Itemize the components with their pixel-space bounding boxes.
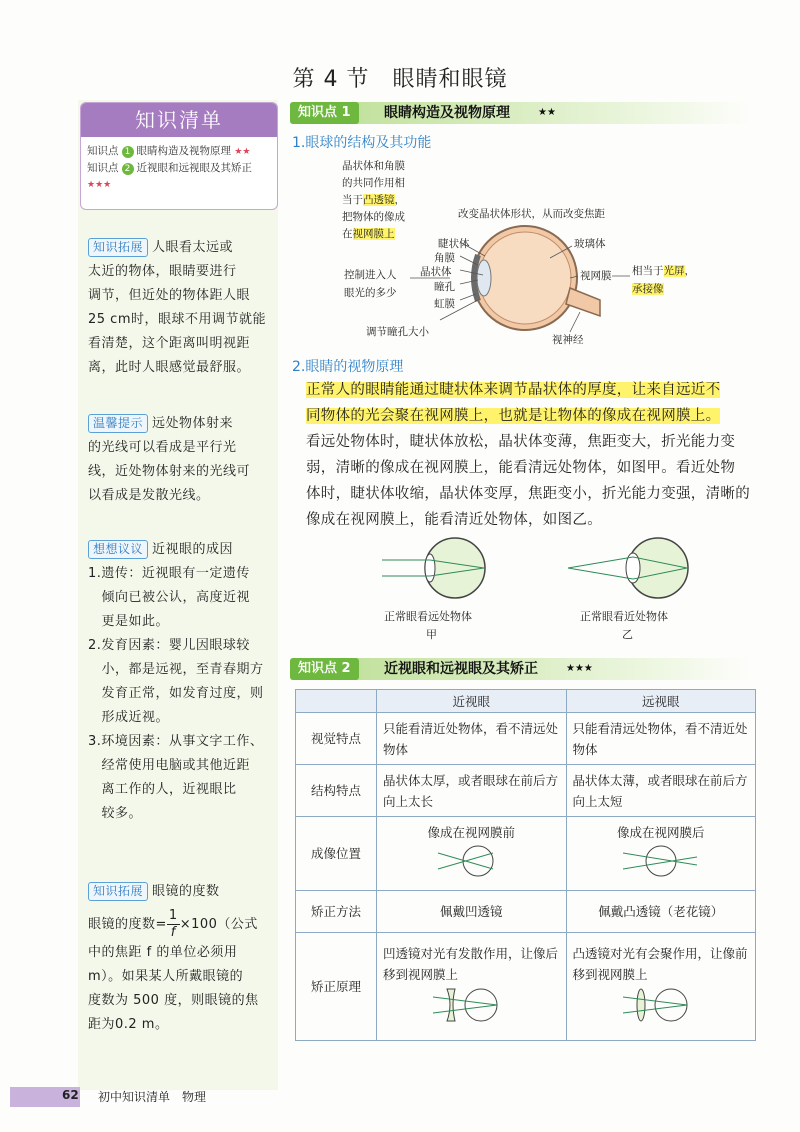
knowledge-point-2-label: 知识点 2 xyxy=(290,658,359,680)
number-badge-1: 1 xyxy=(122,146,134,158)
table-row xyxy=(296,817,756,891)
knowledge-point-2-title: 近视眼和远视眼及其矫正 xyxy=(384,661,538,677)
text-line: 中的焦距 f 的单位必须用 xyxy=(88,945,238,960)
label-adjust-pupil: 调节瞳孔大小 xyxy=(366,326,429,338)
text-line: 看清楚，这个距离叫明视距 xyxy=(88,336,251,351)
star-icon: ★★ xyxy=(538,107,556,118)
label-pupil: 瞳孔 xyxy=(434,281,455,293)
star-icon: ★★★ xyxy=(566,663,593,674)
text-line: 2.发育因素：婴儿因眼球较 xyxy=(88,638,250,653)
tip-box-vision-distance xyxy=(88,236,274,380)
text-line: 离，此时人眼感觉最舒服。 xyxy=(88,360,251,375)
text-line: 体时，睫状体收缩，晶状体变厚，焦距变小，折光能力变强，清晰的 xyxy=(306,486,750,502)
cell-text: 凸透镜对光有会聚作用，让像前移到视网膜上 xyxy=(572,945,748,982)
highlight-screen: 光屏 xyxy=(663,265,685,277)
label-iris: 虹膜 xyxy=(434,298,455,310)
text-line: 像成在视网膜上，能看清近处物体，如图乙。 xyxy=(306,512,602,528)
eye-near-object-diagram xyxy=(566,532,696,602)
text-span: ， xyxy=(684,265,695,277)
table-cell: 佩戴凸透镜（老花镜） xyxy=(566,891,756,933)
text-line: 25 cm时，眼球不用调节就能 xyxy=(88,312,266,327)
label-change-lens-shape: 改变晶状体形状，从而改变焦距 xyxy=(458,208,605,220)
text-line: 较多。 xyxy=(88,806,143,821)
label-cornea: 角膜 xyxy=(434,252,455,264)
text-line: 把物体的像成 xyxy=(342,211,405,223)
highlight-principle-line2: 同物体的光会聚在视网膜上，也就是让物体的像成在视网膜上。 xyxy=(306,408,721,424)
row-header: 矫正原理 xyxy=(296,933,377,1041)
label-retina: 视网膜 xyxy=(580,270,612,282)
highlight-convex-lens: 凸透镜 xyxy=(363,194,395,206)
knowledge-point-1-title: 眼睛构造及视物原理 xyxy=(384,105,510,121)
text-line: 小，都是远视，至青春期方 xyxy=(88,662,264,677)
knowledge-list-title: 知识清单 xyxy=(81,103,277,137)
eyeball-icon xyxy=(473,226,600,330)
table-cell: 只能看清近处物体，看不清远处物体 xyxy=(377,713,567,765)
eye-far-object-diagram xyxy=(380,532,500,602)
text-span: 当于 xyxy=(342,194,363,206)
table-row xyxy=(296,933,756,1041)
tag-warm-tip: 温馨提示 xyxy=(88,414,148,433)
text-line: 离工作的人，近视眼比 xyxy=(88,782,237,797)
text-span: 在 xyxy=(342,228,353,240)
text-line: 调节，但近处的物体距人眼 xyxy=(88,288,251,303)
text-span: 相当于 xyxy=(632,265,664,277)
text-line: 倾向已被公认，高度近视 xyxy=(88,590,251,605)
highlight-receive-image: 承接像 xyxy=(632,283,664,295)
text-line: 太近的物体，眼睛要进行 xyxy=(88,264,237,279)
label-optic-nerve: 视神经 xyxy=(552,334,584,346)
myopia-image-diagram xyxy=(436,843,506,879)
fig-b-caption: 正常眼看近处物体 xyxy=(580,610,668,623)
myopia-hyperopia-table xyxy=(295,689,756,1041)
text-line: 距为0.2 m。 xyxy=(88,1017,169,1032)
text-line: 发育正常，如发育过度，则 xyxy=(88,686,264,701)
col-header-myopia: 近视眼 xyxy=(377,690,567,713)
text-line: 人眼看太远或 xyxy=(152,240,234,255)
row-header: 结构特点 xyxy=(296,765,377,817)
highlight-principle-line1: 正常人的眼睛能通过睫状体来调节晶状体的厚度，让来自远近不 xyxy=(306,382,721,398)
knowledge-point-2-header xyxy=(290,658,750,680)
fraction xyxy=(167,908,180,941)
text-line: 的光线可以看成是平行光 xyxy=(88,440,237,455)
table-row xyxy=(296,891,756,933)
fig-b-label: 乙 xyxy=(622,628,633,641)
eye-structure-diagram xyxy=(300,220,640,350)
list-item-text: 近视眼和远视眼及其矫正 xyxy=(136,162,252,174)
table-row xyxy=(296,765,756,817)
cell-text: 像成在视网膜前 xyxy=(427,825,515,840)
label-lens: 晶状体 xyxy=(420,266,452,278)
text-line: 3.环境因素：从事文字工作、 xyxy=(88,734,264,749)
hyperopia-image-diagram xyxy=(621,843,701,879)
row-header: 矫正方法 xyxy=(296,891,377,933)
text-span: ， xyxy=(394,194,405,206)
star-icon: ★★ xyxy=(234,147,251,157)
text-line: 控制进入人 xyxy=(344,269,397,281)
page-title: 第 4 节 眼睛和眼镜 xyxy=(292,67,508,92)
row-header: 视觉特点 xyxy=(296,713,377,765)
row-header: 成像位置 xyxy=(296,817,377,891)
list-item-text: 眼睛构造及视物原理 xyxy=(136,145,231,157)
fraction-denominator: f xyxy=(170,925,176,940)
tip-box-lens-power xyxy=(88,880,274,1037)
subsection-vision-principle: 2.眼睛的视物原理 xyxy=(292,359,404,375)
col-header-hyperopia: 远视眼 xyxy=(566,690,756,713)
text-line: 眼光的多少 xyxy=(344,287,397,299)
cell-text: 凹透镜对光有发散作用，让像后移到视网膜上 xyxy=(383,945,559,982)
text-line: 度数为 500 度，则眼镜的焦 xyxy=(88,993,259,1008)
text-line: 形成近视。 xyxy=(88,710,170,725)
table-cell xyxy=(566,817,756,891)
concave-lens-correction-diagram xyxy=(431,985,511,1025)
table-cell: 佩戴凹透镜 xyxy=(377,891,567,933)
text-line: m）。如果某人所戴眼镜的 xyxy=(88,969,244,984)
lens-power-heading: 眼镜的度数 xyxy=(152,884,220,899)
table-header-row xyxy=(296,690,756,713)
table-cell: 只能看清远处物体，看不清近处物体 xyxy=(566,713,756,765)
book-title: 初中知识清单 物理 xyxy=(98,1090,207,1104)
formula-line xyxy=(88,908,274,941)
tag-think-discuss: 想想议议 xyxy=(88,540,148,559)
text-line: 1.遗传：近视眼有一定遗传 xyxy=(88,566,250,581)
fig-a-label: 甲 xyxy=(426,628,437,641)
table-row xyxy=(296,713,756,765)
label-retina-function xyxy=(632,262,695,298)
tip-box-light-rays xyxy=(88,412,274,508)
text-line: 经常使用电脑或其他近距 xyxy=(88,758,251,773)
fraction-numerator: 1 xyxy=(168,908,178,923)
list-item-prefix: 知识点 xyxy=(87,162,119,174)
knowledge-list-item-1[interactable] xyxy=(81,143,277,160)
subsection-eye-structure: 1.眼球的结构及其功能 xyxy=(292,135,432,151)
vision-principle-text xyxy=(306,377,756,533)
table-cell: 晶状体太厚，或者眼球在前后方向上太长 xyxy=(377,765,567,817)
tag-knowledge-expand: 知识拓展 xyxy=(88,238,148,257)
formula-suffix: ×100（公式 xyxy=(179,917,258,932)
number-badge-2: 2 xyxy=(122,163,134,175)
knowledge-list-item-2[interactable] xyxy=(81,160,277,193)
table-cell: 晶状体太薄，或者眼球在前后方向上太短 xyxy=(566,765,756,817)
text-line: 以看成是发散光线。 xyxy=(88,488,210,503)
knowledge-point-1-header xyxy=(290,102,750,124)
text-line: 看远处物体时，睫状体放松，晶状体变薄，焦距变大，折光能力变 xyxy=(306,434,736,450)
text-line: 晶状体和角膜 xyxy=(342,160,405,172)
page-number: 62 xyxy=(62,1088,79,1102)
fig-a-caption: 正常眼看远处物体 xyxy=(384,610,472,623)
cell-text: 像成在视网膜后 xyxy=(616,825,705,840)
tag-knowledge-expand: 知识拓展 xyxy=(88,882,148,901)
label-ciliary-body: 睫状体 xyxy=(438,238,470,250)
table-cell xyxy=(377,933,567,1041)
text-line: 线，近处物体射来的光线可 xyxy=(88,464,251,479)
text-line: 弱，清晰的像成在视网膜上，能看清远处物体，如图甲。看近处物 xyxy=(306,460,736,476)
text-line: 远处物体射来 xyxy=(152,416,234,431)
table-cell xyxy=(377,817,567,891)
discussion-box-myopia-causes xyxy=(88,538,274,826)
text-line: 的共同作用相 xyxy=(342,177,405,189)
knowledge-point-1-label: 知识点 1 xyxy=(290,102,359,124)
star-icon: ★★★ xyxy=(87,180,112,190)
table-cell xyxy=(566,933,756,1041)
knowledge-list-box xyxy=(80,102,278,210)
highlight-retina: 视网膜上 xyxy=(352,228,395,240)
discussion-heading: 近视眼的成因 xyxy=(152,542,234,557)
convex-lens-correction-diagram xyxy=(621,985,701,1025)
list-item-prefix: 知识点 xyxy=(87,145,119,157)
table-corner xyxy=(296,690,377,713)
label-vitreous: 玻璃体 xyxy=(574,238,606,250)
formula-prefix: 眼镜的度数= xyxy=(88,917,167,932)
text-line: 更是如此。 xyxy=(88,614,170,629)
